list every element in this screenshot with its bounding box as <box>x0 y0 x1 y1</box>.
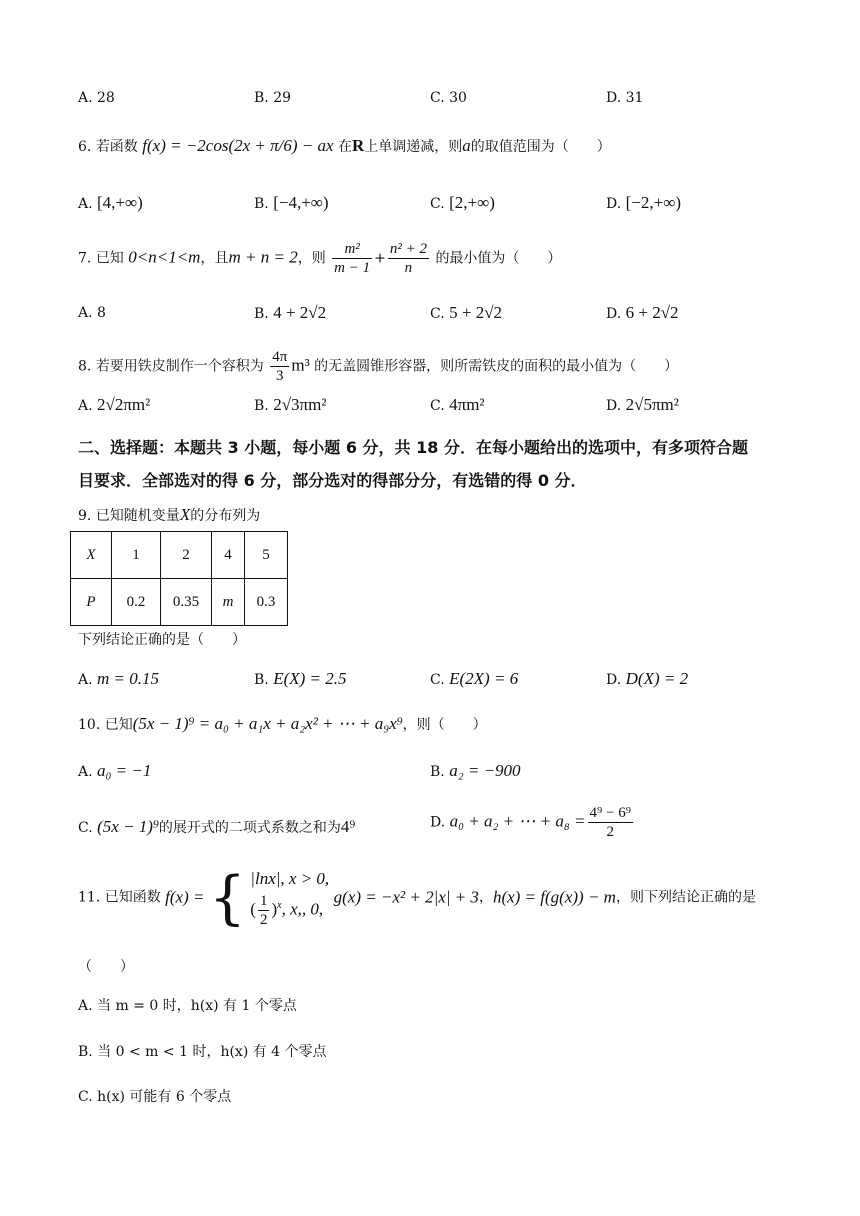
q10-option-d-fraction: $\frac{\text{4⁹ − 6⁹}}{2}$ <box>589 805 631 840</box>
q5-option-c: C. 30 <box>430 90 467 106</box>
q11-option-a: A. 当 m = 0 时，h(x) 有 1 个零点 <box>78 998 297 1014</box>
q8-option-c: C. 4πm² <box>430 395 485 414</box>
q6-function: f(x) = −2cos(2x + π/6) − ax <box>142 136 334 155</box>
section-2-line-2: 目要求．全部选对的得 6 分，部分选对的得部分分，有选错的得 0 分． <box>78 471 587 490</box>
q11-option-b: B. 当 0 < m < 1 时，h(x) 有 4 个零点 <box>78 1044 327 1060</box>
q6-option-d: D. [−2,+∞) <box>606 193 682 212</box>
q7-fraction-2: $\frac{\text{n² + 2}}{n}$ <box>389 241 427 276</box>
question-10: 10. 已知(5x − 1)⁹ = a₀ + a₁x + a₂x² + ⋯ + a₉x⁹，则（ ） <box>78 714 487 733</box>
q7-option-b: B. 4 + 2√2 <box>254 303 327 322</box>
q5-option-d: D. 31 <box>606 90 644 106</box>
q8-option-a: A. 2√2πm² <box>78 395 151 414</box>
section-2-line-1: 二、选择题：本题共 3 小题，每小题 6 分，共 18 分．在每小题给出的选项中，有多项符合题 <box>78 438 748 457</box>
q10-option-a: A. a₀ = −1 <box>78 761 152 780</box>
question-9: 9. 已知随机变量X的分布列为 <box>78 505 261 524</box>
q6-option-b: B. [−4,+∞) <box>254 193 329 212</box>
q8-volume: $\frac{4\pi}{3}$ <box>272 349 288 384</box>
q9-option-b: B. E(X) = 2.5 <box>254 669 347 688</box>
q9-option-d: D. D(X) = 2 <box>606 669 689 688</box>
q11-option-c: C. h(x) 可能有 6 个零点 <box>78 1089 232 1105</box>
piecewise-brace: { <box>208 863 246 932</box>
q6-option-c: C. [2,+∞) <box>430 193 495 212</box>
table-row: P 0.2 0.35 m 0.3 <box>71 579 288 626</box>
question-11: 11. 已知函数 f(x) = { |lnx|, x > 0, ( $\frac{1}{2}$ )$^x$, x,, 0, g(x) = −x² + 2|x| + 3，h(x) = f(g(x)) − m，则下列结论正确的是 <box>78 863 756 932</box>
q10-option-b: B. a₂ = −900 <box>430 761 521 780</box>
question-7: 7. 已知 0<n<1<m，且m + n = 2，则 $\frac{\text{m²}}{m - 1}$ + $\frac{\text{n² + 2}}{n}$ 的最小值为（ ） <box>78 241 562 276</box>
q10-option-d: D. a₀ + a₂ + ⋯ + a₈ = $\frac{\text{4⁹ − 6⁹}}{2}$ <box>430 805 631 840</box>
q7-option-c: C. 5 + 2√2 <box>430 303 503 322</box>
table-row: X 1 2 4 5 <box>71 532 288 579</box>
q10-option-c: C. (5x − 1)⁹的展开式的二项式系数之和为4⁹ <box>78 817 356 836</box>
q7-option-d: D. 6 + 2√2 <box>606 303 679 322</box>
piecewise-cases: |lnx|, x > 0, ( $\frac{1}{2}$ )$^x$, x,, 0, <box>250 869 330 928</box>
q6-option-a: A. [4,+∞) <box>78 193 143 212</box>
q11-paren: （ ） <box>78 959 134 975</box>
question-6: 6. 若函数 f(x) = −2cos(2x + π/6) − ax 在R上单调递减，则a的取值范围为（ ） <box>78 136 611 155</box>
q8-option-b: B. 2√3πm² <box>254 395 327 414</box>
q8-option-d: D. 2√5πm² <box>606 395 679 414</box>
q9-prompt: 下列结论正确的是（ ） <box>78 632 246 648</box>
q7-option-a: A. 8 <box>78 305 106 321</box>
q9-option-a: A. m = 0.15 <box>78 669 160 688</box>
q5-option-a: A. 28 <box>78 90 115 106</box>
question-8: 8. 若要用铁皮制作一个容积为 $\frac{4\pi}{3}$ m³ 的无盖圆锥形容器，则所需铁皮的面积的最小值为（ ） <box>78 349 679 384</box>
q7-fraction-1: $\frac{\text{m²}}{m - 1}$ <box>334 241 371 276</box>
distribution-table <box>70 531 288 626</box>
q5-option-b: B. 29 <box>254 90 292 106</box>
q9-option-c: C. E(2X) = 6 <box>430 669 519 688</box>
